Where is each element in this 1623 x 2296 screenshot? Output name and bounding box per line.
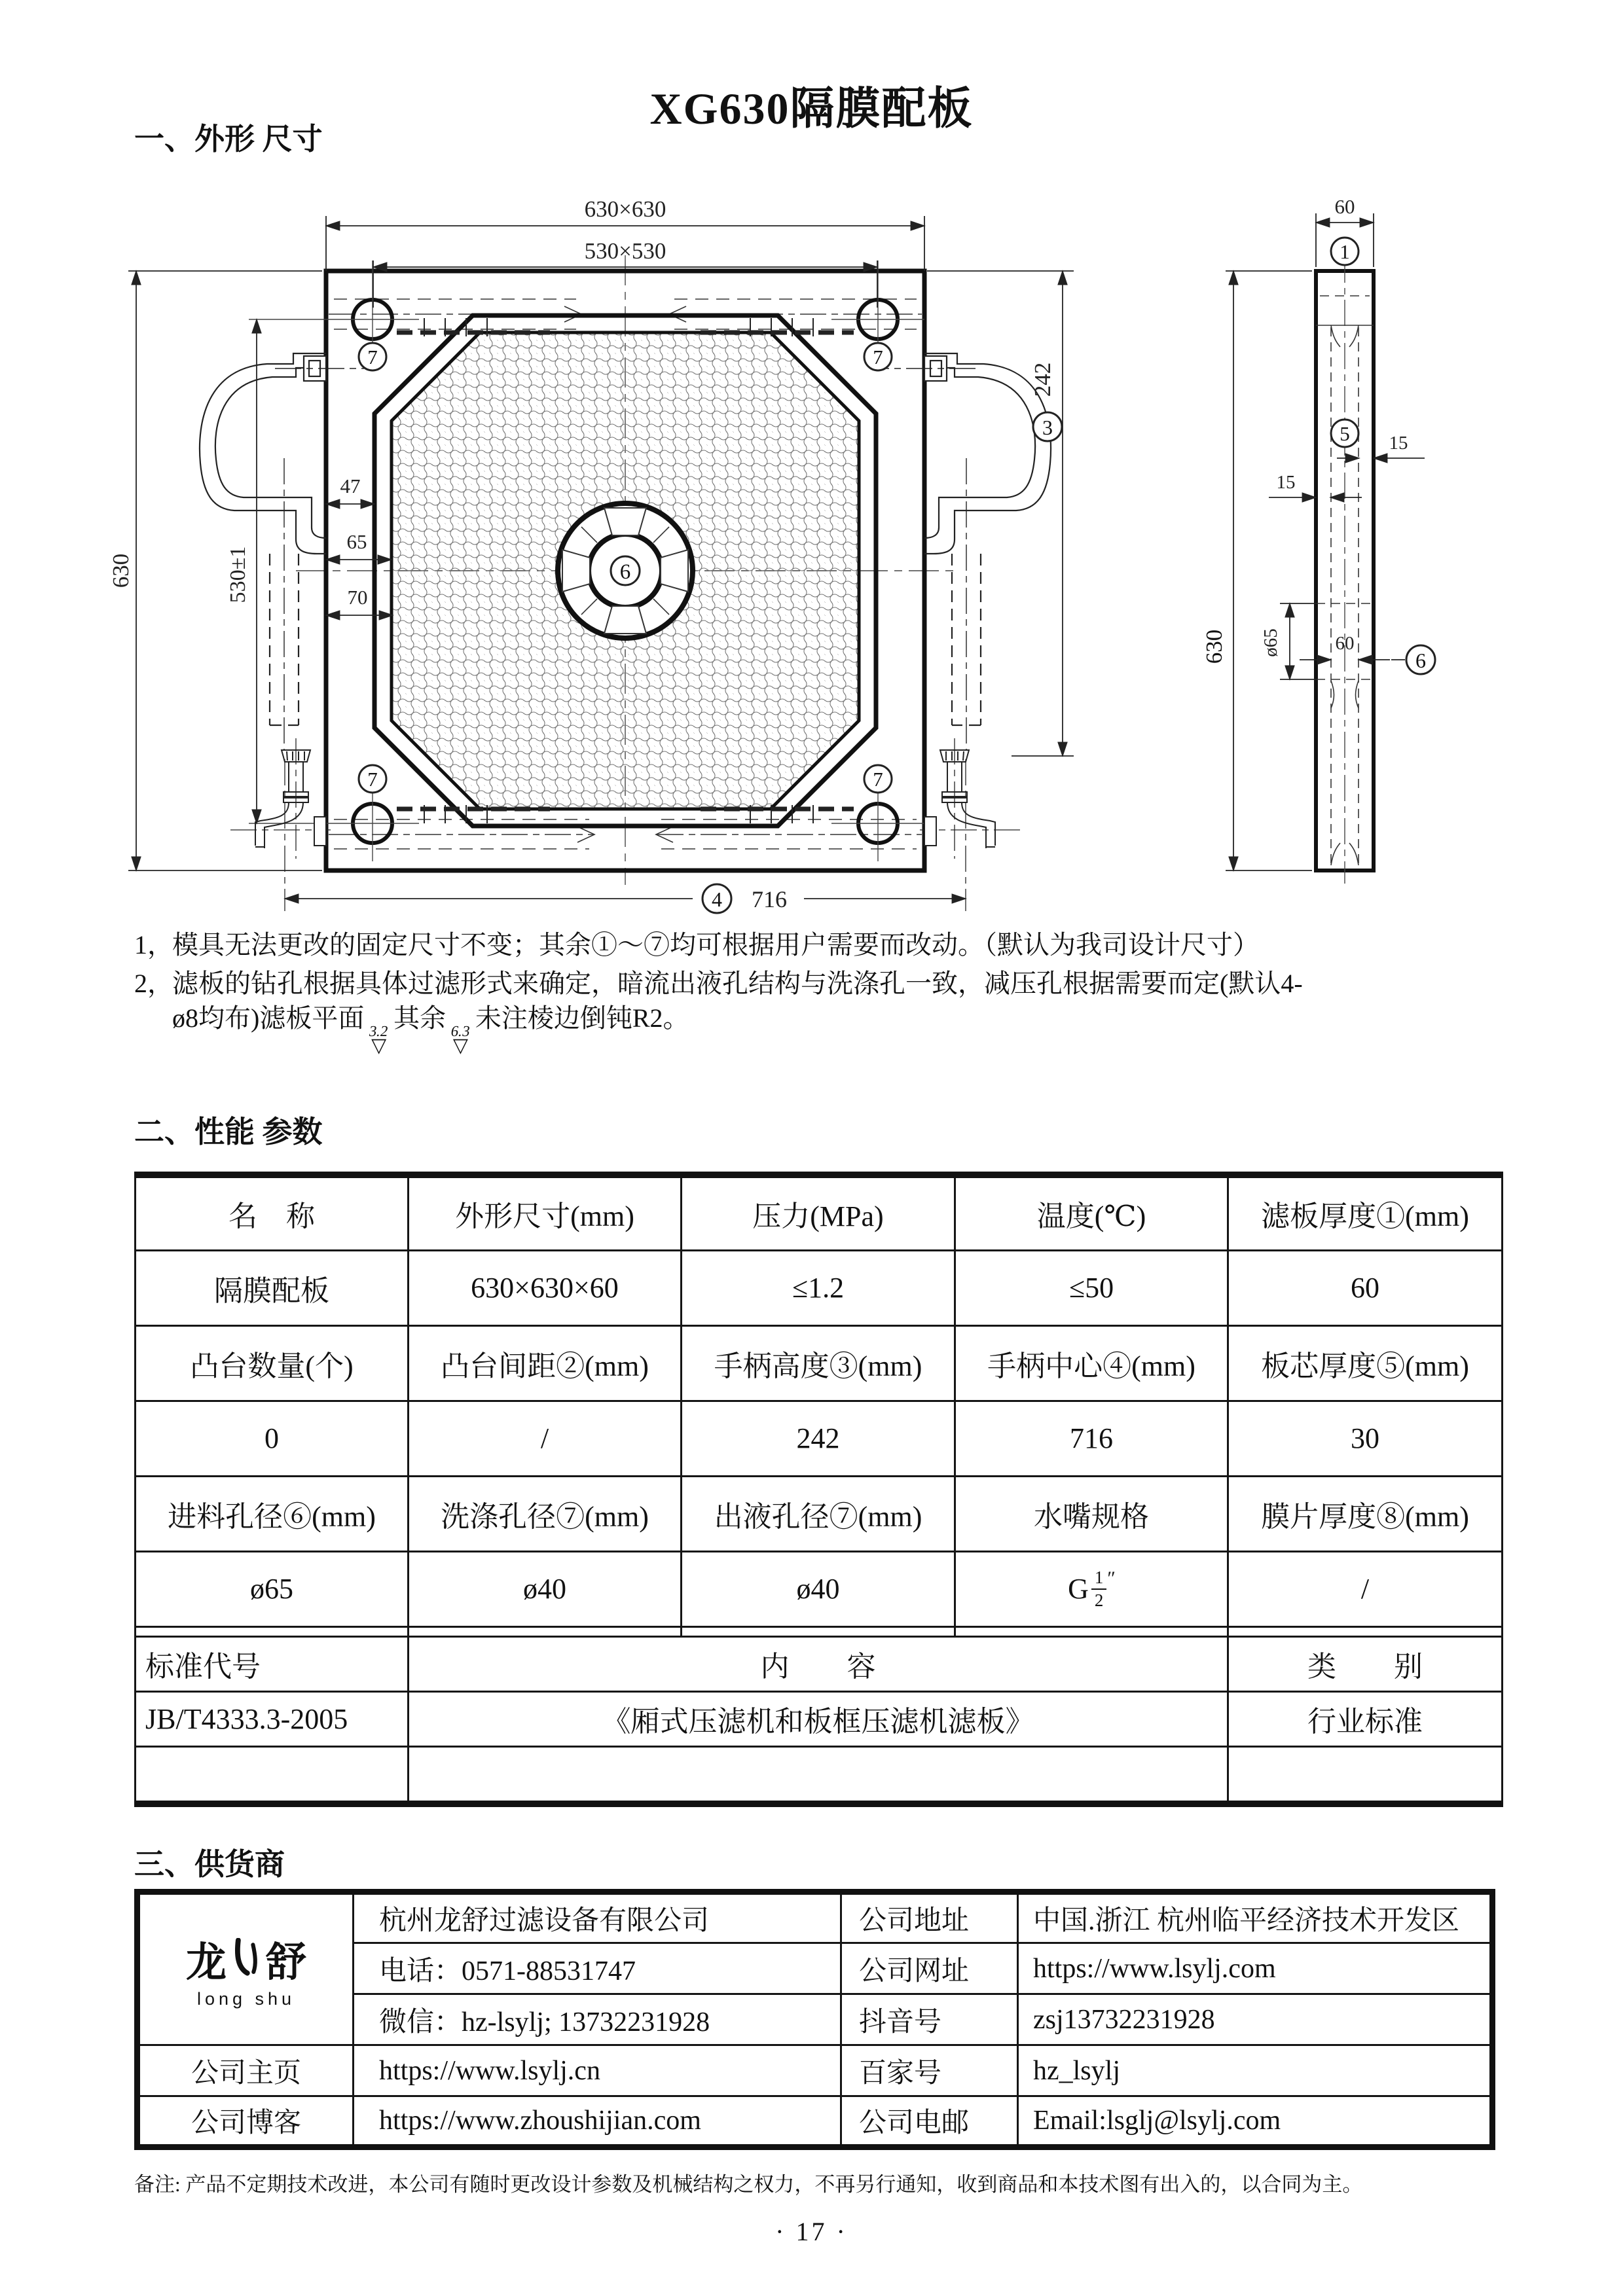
table-row: 隔膜配板 630×630×60 ≤1.2 ≤50 60 [136,1250,1503,1325]
table-row: 微信：hz-lsylj; 13732231928 抖音号 zsj13732231928 [137,1994,1493,2045]
svg-text:7: 7 [367,346,378,368]
table-row: 龙 舒 long shu 杭州龙舒过滤设备有限公司 公司地址 中国.浙江 杭州临平经济技术开发区 [137,1892,1493,1943]
section-heading-dimensions: 一、外形 尺寸 [134,122,323,156]
dim-inner: 530×530 [584,238,666,264]
separator-row [136,1626,1503,1636]
technical-drawing [0,183,1623,929]
nozzle-spec-cell: G $\frac{1}{2}$ ″ [955,1551,1228,1626]
supplier-table [134,1889,1495,2150]
dim-feed-dia: ø65 [1260,628,1281,657]
water-nozzle [230,738,331,859]
table-row: 凸台数量(个) 凸台间距②(mm) 手柄高度③(mm) 手柄中心④(mm) 板芯厚度⑤(mm) [136,1325,1503,1401]
table-row: 进料孔径⑥(mm) 洗涤孔径⑦(mm) 出液孔径⑦(mm) 水嘴规格 膜片厚度⑧(mm) [136,1476,1503,1551]
svg-text:6: 6 [1415,649,1426,672]
dim-feed-width: 60 [1335,633,1355,654]
table-row: 0 / 242 716 30 [136,1401,1503,1476]
svg-text:4: 4 [712,888,722,911]
drawing-notes [134,928,1509,1058]
table-row: ø65 ø40 ø40 G $\frac{1}{2}$ ″ / [136,1551,1503,1626]
page-number: · 17 · [775,2217,848,2246]
svg-text:3: 3 [1042,416,1053,439]
note-2: 2， 滤板的钻孔根据具体过滤形式来确定，暗流出液孔结构与洗涤孔一致，减压孔根据需要而定(默认4- ø8均布)滤板平面 3.2 ▽ 其余 6.3 ▽ 未注棱边倒钝R2。 [134,968,1303,1056]
section-heading-performance: 二、性能 参数 [134,1115,323,1149]
page-title: XG630隔膜配板 [649,84,974,134]
table-row: 公司博客 https://www.zhoushijian.com 公司电邮 Email:lsglj@lsylj.com [137,2096,1493,2147]
front-view [108,196,1074,914]
performance-table [134,1172,1503,1807]
table-row: 标准代号 内 容 类 别 [136,1636,1503,1691]
dim-handle-center: 716 [752,886,787,912]
table-row: 电话：0571-88531747 公司网址 https://www.lsylj.com [137,1943,1493,1994]
logo-en: long shu [196,1989,296,2009]
dim-height: 630 [108,553,134,588]
dim-outer: 630×630 [584,196,666,222]
svg-text:7: 7 [873,346,883,368]
svg-text:15: 15 [1389,433,1408,454]
handle [200,353,364,759]
footer-note: 备注: 产品不定期技术改进，本公司有随时更改设计参数及机械结构之权力，不再另行通知，收到商品和本技术图有出入的，以合同为主。 [134,2173,1363,2196]
table-row: 名 称 外形尺寸(mm) 压力(MPa) 温度(℃) 滤板厚度①(mm) [136,1175,1503,1250]
side-view [1201,195,1435,884]
svg-text:7: 7 [873,768,883,791]
roughness-symbol: 6.3 ▽ [449,1022,472,1056]
empty-row [136,1746,1503,1804]
svg-text:47: 47 [340,475,361,497]
roughness-symbol: 3.2 ▽ [368,1022,390,1056]
svg-text:1: 1 [1340,240,1350,263]
svg-text:15: 15 [1276,472,1296,493]
svg-text:65: 65 [346,530,367,553]
dim-inner-height: 530±1 [226,546,250,603]
svg-text:5: 5 [1340,422,1350,445]
svg-text:70: 70 [347,586,368,609]
table-row: 公司主页 https://www.lsylj.cn 百家号 hz_lsylj [137,2045,1493,2096]
table-row: JB/T4333.3-2005 《厢式压滤机和板框压滤机滤板》 行业标准 [136,1691,1503,1746]
section-heading-supplier: 三、供货商 [134,1848,285,1881]
dim-side-width: 60 [1334,195,1355,218]
company-logo: 龙 舒 long shu [137,1892,354,2045]
side-dimensions [1226,213,1425,870]
dim-side-height: 630 [1201,629,1227,664]
note-1: 1， 模具无法更改的固定尺寸不变；其余①～⑦均可根据用户需要而改动。（默认为我司设计尺寸） [134,930,1259,960]
logo-mark-icon [229,1938,263,1980]
svg-text:7: 7 [367,768,378,791]
svg-text:6: 6 [619,560,631,584]
dim-handle-height: 242 [1030,362,1055,397]
